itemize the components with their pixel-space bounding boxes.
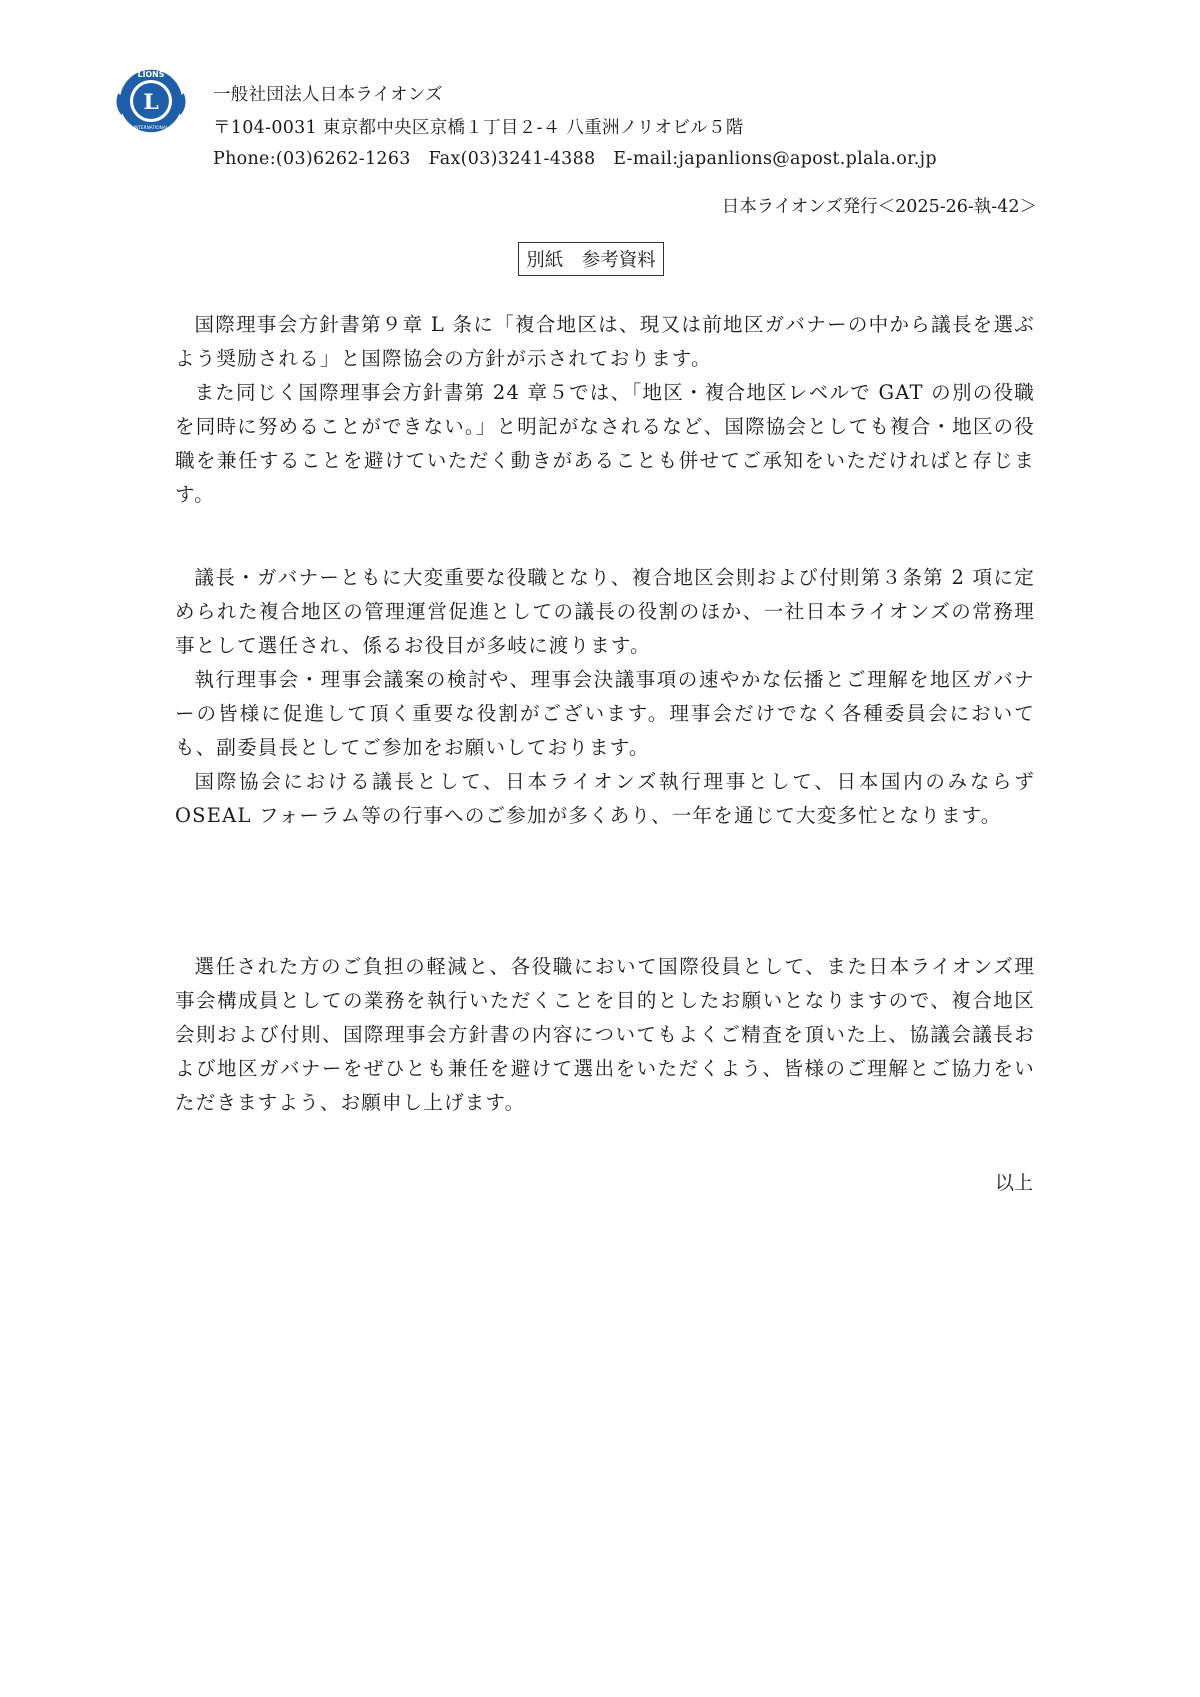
paragraph: 議長・ガバナーともに大変重要な役職となり、複合地区会則および付則第３条第 2 項に定められた複合地区の管理運営促進としての議長の役割のほか、一社日本ライオンズの常務理事として選任され、係るお役目が多岐に渡ります。 xyxy=(175,566,1035,657)
document-title: 別紙 参考資料 xyxy=(518,242,664,276)
section-2 xyxy=(175,561,1035,833)
closing-remark: 以上 xyxy=(994,1172,1033,1194)
paragraph: 国際協会における議長として、日本ライオンズ執行理事として、日本国内のみならず OSEAL フォーラム等の行事へのご参加が多くあり、一年を通じて大変多忙となります。 xyxy=(175,770,1035,827)
issue-number: 日本ライオンズ発行＜2025-26-執-42＞ xyxy=(721,197,1037,217)
paragraph: 執行理事会・理事会議案の検討や、理事会決議事項の速やかな伝播とご理解を地区ガバナーの皆様に促進して頂く重要な役割がございます。理事会だけでなく各種委員会においても、副委員長としてご参加をお願いしております。 xyxy=(175,668,1035,759)
paragraph: 選任された方のご負担の軽減と、各役職において国際役員として、また日本ライオンズ理事会構成員としての業務を執行いただくことを目的としたお願いとなりますので、複合地区会則および付則、国際理事会方針書の内容についてもよくご精査を頂いた上、協議会議長および地区ガバナーをぜひとも兼任を避けて選出をいただくよう、皆様のご理解とご協力をいただきますよう、お願申し上げます。 xyxy=(175,955,1035,1114)
organization-name: 一般社団法人日本ライオンズ xyxy=(213,85,443,105)
lions-international-logo-icon xyxy=(112,62,190,140)
organization-address: 〒104-0031 東京都中央区京橋１丁目２-４ 八重洲ノリオビル５階 xyxy=(213,118,744,138)
svg-text:LIONS: LIONS xyxy=(137,69,165,79)
paragraph: 国際理事会方針書第９章 L 条に「複合地区は、現又は前地区ガバナーの中から議長を選ぶよう奨励される」と国際協会の方針が示されております。 xyxy=(175,313,1035,370)
paragraph: また同じく国際理事会方針書第 24 章５では、「地区・複合地区レベルで GAT の別の役職を同時に努めることができない。」と明記がなされるなど、国際協会としても複合・地区の役職を兼任することを避けていただく動きがあることも併せてご承知をいただければと存じます。 xyxy=(175,381,1035,506)
svg-text:INTERNATIONAL: INTERNATIONAL xyxy=(133,126,169,132)
section-3 xyxy=(175,950,1035,1120)
section-1 xyxy=(175,308,1035,512)
organization-contact: Phone:(03)6262-1263 Fax(03)3241-4388 E-mail:japanlions@apost.plala.or.jp xyxy=(213,149,937,169)
svg-text:L: L xyxy=(143,88,159,115)
